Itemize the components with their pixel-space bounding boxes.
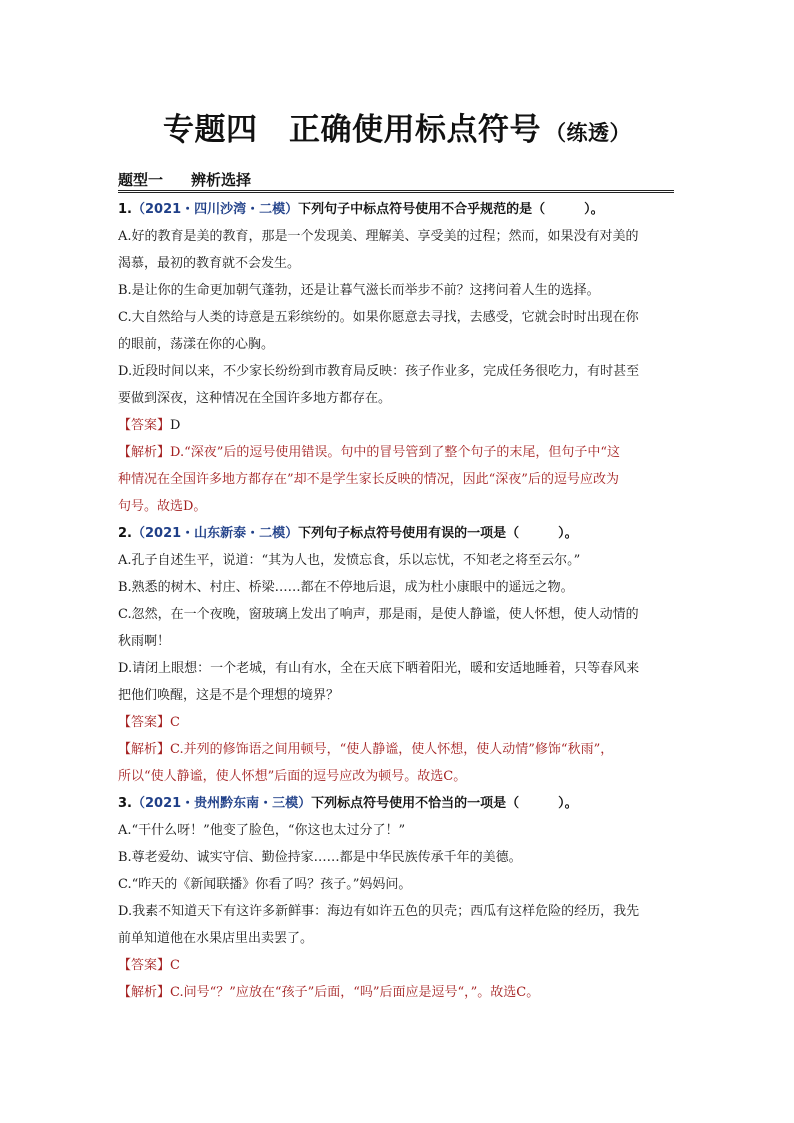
answer-value: C	[170, 715, 180, 730]
analysis-label: 【解析】	[118, 985, 171, 1000]
question-stem: 2.（2021・山东新泰・二模）下列句子标点符号使用有误的一项是（ ）。	[118, 526, 578, 541]
section-heading	[118, 170, 674, 193]
page-title	[0, 104, 794, 149]
option-line: 秋雨啊！	[118, 634, 171, 649]
option-line: C.忽然，在一个夜晚，窗玻璃上发出了响声，那是雨，是使人静谧，使人怀想，使人动情的	[118, 607, 639, 622]
option-line: A.“干什么呀！”他变了脸色，“你这也太过分了！”	[118, 823, 406, 838]
analysis-line: 【解析】D.“深夜”后的逗号使用错误。句中的冒号管到了整个句子的末尾，但句子中“这	[118, 445, 621, 460]
option-line: C.“昨天的《新闻联播》你看了吗？孩子。”妈妈问。	[118, 877, 412, 892]
option-line: D.近段时间以来，不少家长纷纷到市教育局反映：孩子作业多，完成任务很吃力，有时甚至	[118, 364, 640, 379]
analysis-line: 种情况在全国许多地方都存在”却不是学生家长反映的情况，因此“深夜”后的逗号应改为	[118, 472, 619, 487]
question-list	[118, 196, 674, 1006]
answer-value: C	[170, 958, 180, 973]
question-source: （2021・山东新泰・二模）	[131, 526, 299, 541]
option-line: B.熟悉的树木、村庄、桥梁……都在不停地后退，成为杜小康眼中的遥远之物。	[118, 580, 574, 595]
question-2	[118, 520, 674, 790]
analysis-line: 【解析】C.问号“？”应放在“孩子”后面，“吗”后面应是逗号“，”。故选C。	[118, 985, 540, 1000]
section-name: 辨析选择	[191, 171, 252, 189]
title-sub: （练透）	[545, 121, 631, 145]
question-source: （2021・四川沙湾・二模）	[131, 202, 299, 217]
option-line: 前单知道他在水果店里出卖罢了。	[118, 931, 314, 946]
analysis-line: 【解析】C.并列的修饰语之间用顿号，“使人静谧，使人怀想，使人动情”修饰“秋雨”，	[118, 742, 614, 757]
answer-line	[118, 709, 674, 736]
option-line: 要做到深夜，这种情况在全国许多地方都存在。	[118, 391, 392, 406]
title-main: 专题四 正确使用标点符号	[163, 112, 541, 148]
analysis-label: 【解析】	[118, 742, 171, 757]
option-line: C.大自然给与人类的诗意是五彩缤纷的。如果你愿意去寻找，去感受，它就会时时出现在你	[118, 310, 639, 325]
question-3	[118, 790, 674, 1006]
answer-label: 【答案】	[118, 958, 171, 973]
option-line: D.我素不知道天下有这许多新鲜事：海边有如许五色的贝壳；西瓜有这样危险的经历，我先	[118, 904, 640, 919]
section-label: 题型一	[118, 171, 164, 189]
option-line: 把他们唤醒，这是不是个理想的境界？	[118, 688, 340, 703]
question-source: （2021・贵州黔东南・三模）	[131, 796, 312, 811]
option-line: B.尊老爱幼、诚实守信、勤俭持家……都是中华民族传承千年的美德。	[118, 850, 522, 865]
option-line: A.好的教育是美的教育，那是一个发现美、理解美、享受美的过程；然而，如果没有对美的	[118, 229, 639, 244]
option-line: B.是让你的生命更加朝气蓬勃，还是让暮气滋长而举步不前？这拷问着人生的选择。	[118, 283, 600, 298]
answer-label: 【答案】	[118, 715, 171, 730]
answer-value: D	[170, 418, 181, 433]
option-line: 的眼前，荡漾在你的心胸。	[118, 337, 275, 352]
analysis-line: 所以“使人静谧，使人怀想”后面的逗号应改为顿号。故选C。	[118, 769, 467, 784]
question-1	[118, 196, 674, 520]
analysis-line: 句号。故选D。	[118, 499, 207, 514]
answer-label: 【答案】	[118, 418, 171, 433]
answer-line	[118, 952, 674, 979]
analysis-label: 【解析】	[118, 445, 171, 460]
question-stem: 1.（2021・四川沙湾・二模）下列句子中标点符号使用不合乎规范的是（ ）。	[118, 202, 604, 217]
question-stem: 3.（2021・贵州黔东南・三模）下列标点符号使用不恰当的一项是（ ）。	[118, 796, 578, 811]
option-line: 渴慕，最初的教育就不会发生。	[118, 256, 301, 271]
answer-line	[118, 412, 674, 439]
option-line: A.孔子自述生平，说道：“其为人也，发愤忘食，乐以忘忧，不知老之将至云尔。”	[118, 553, 581, 568]
option-line: D.请闭上眼想：一个老城，有山有水，全在天底下晒着阳光，暖和安适地睡着，只等春风来	[118, 661, 640, 676]
